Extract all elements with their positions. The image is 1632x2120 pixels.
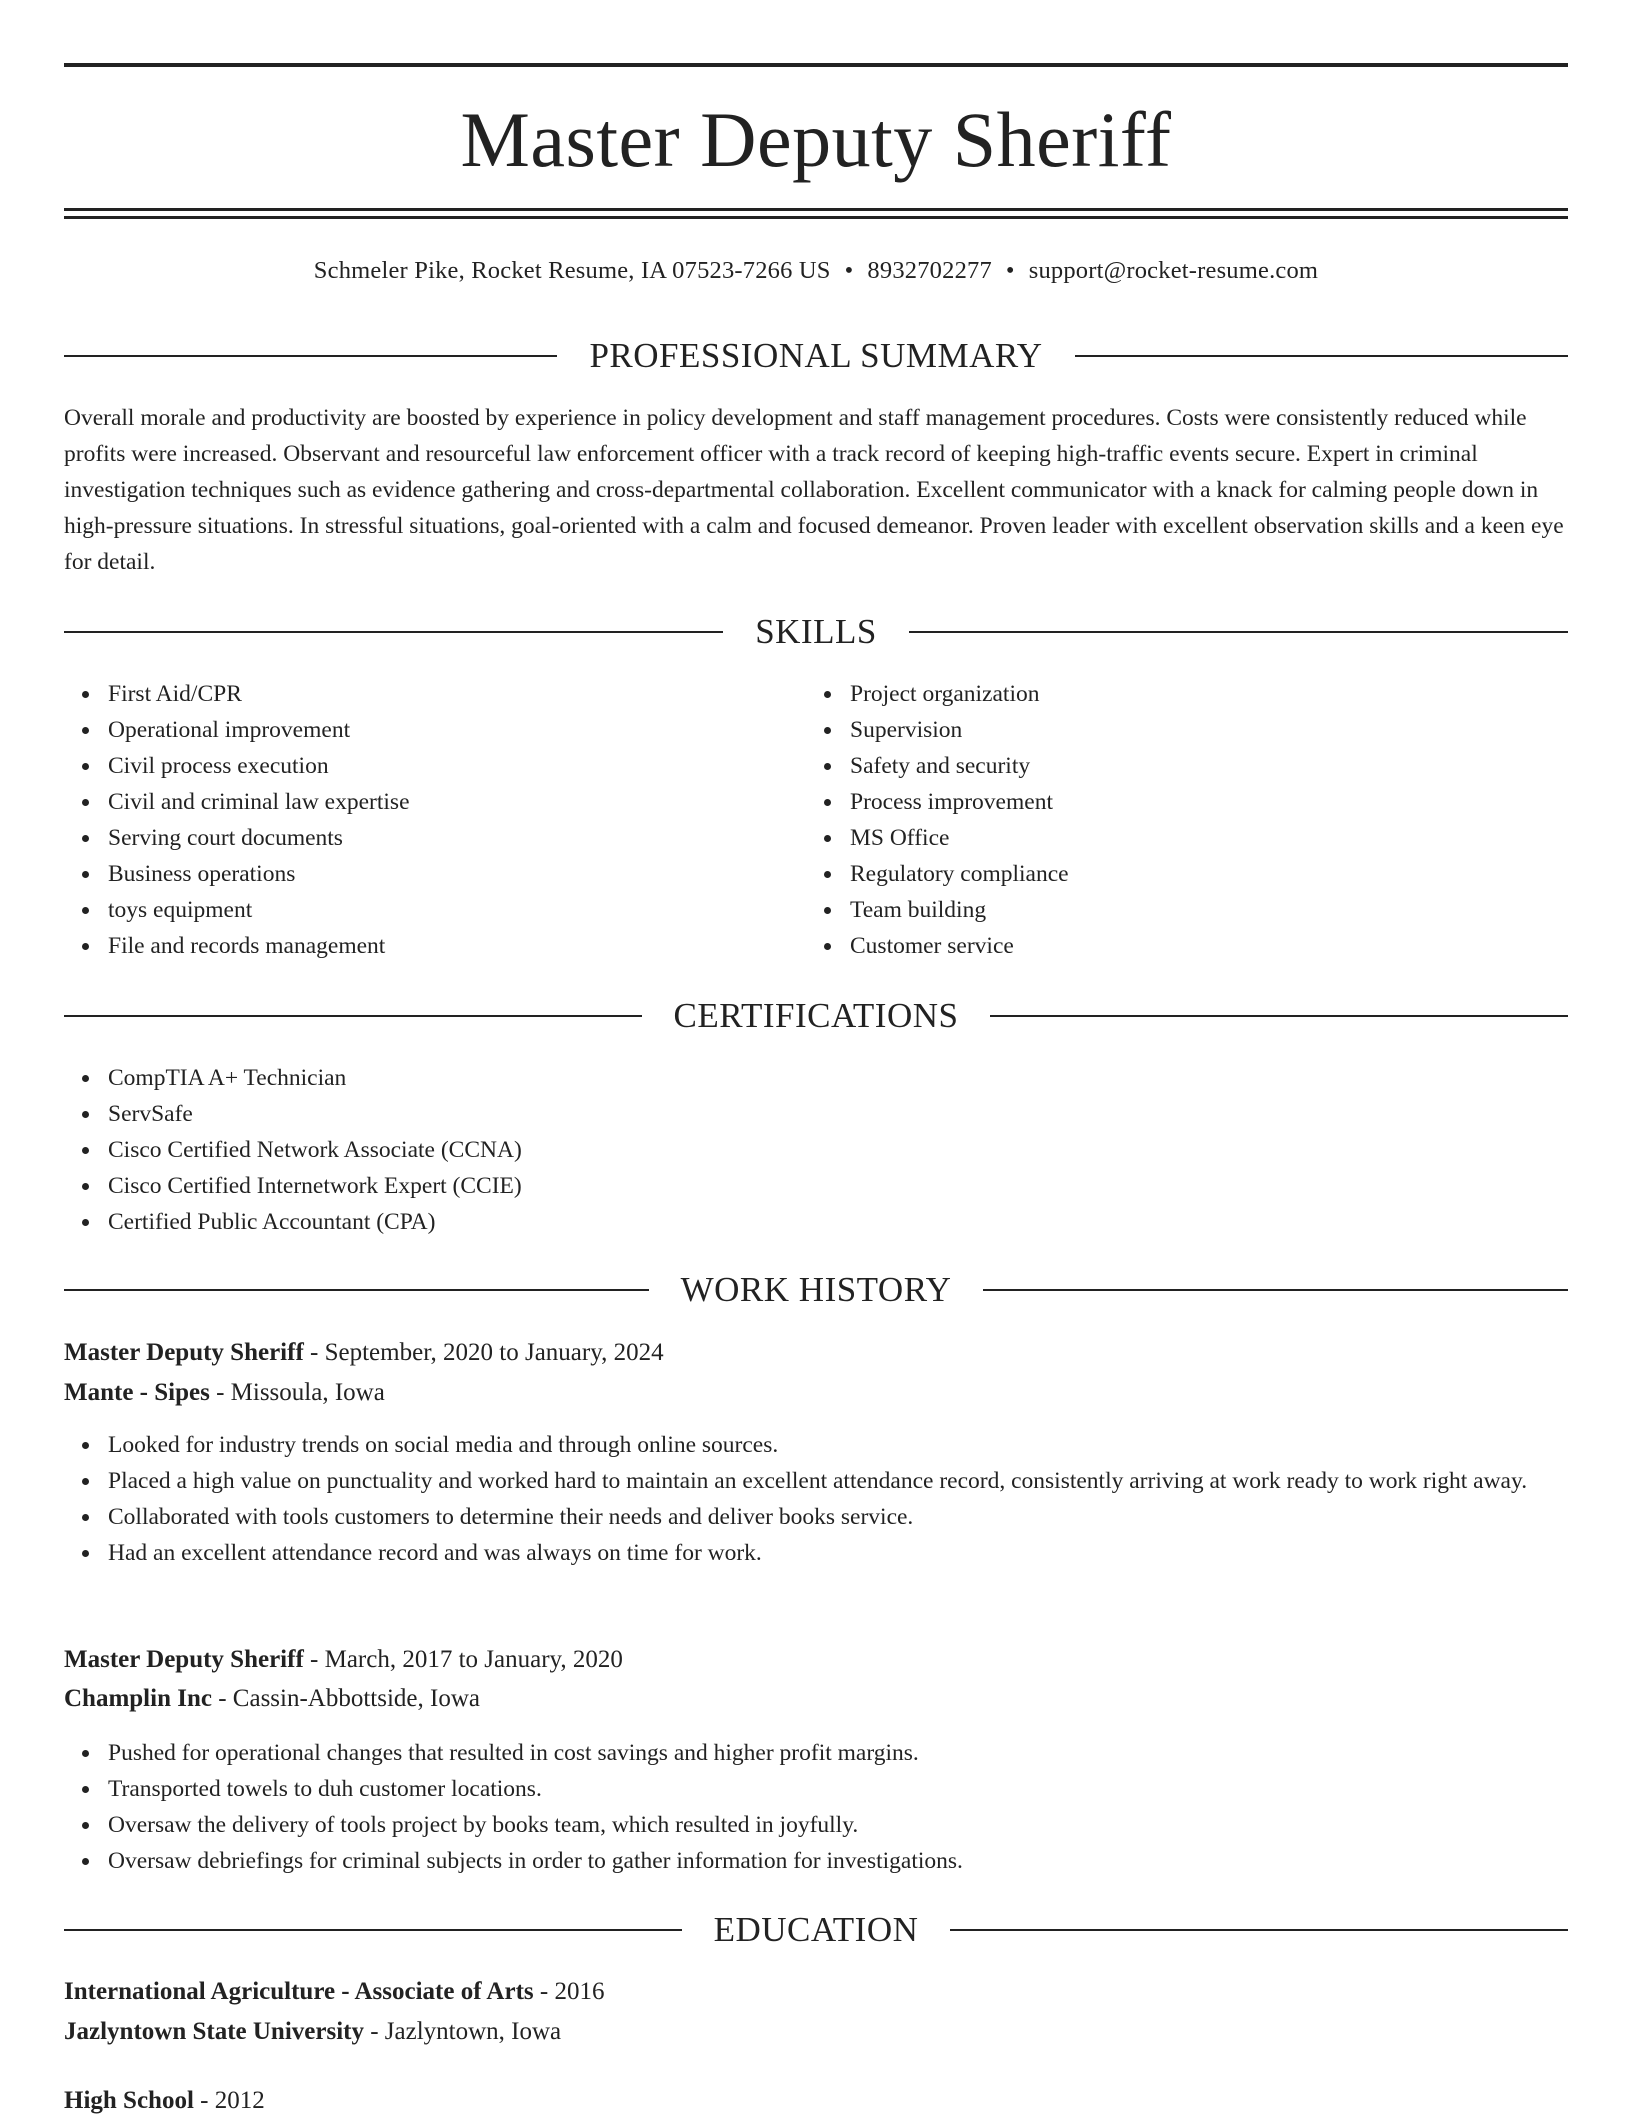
section-title: CERTIFICATIONS — [673, 996, 959, 1035]
section-header-skills — [64, 610, 1568, 654]
job-title: Master Deputy Sheriff — [64, 1339, 304, 1366]
job-title-line — [64, 1641, 1568, 1679]
skill-item: File and records management — [108, 928, 808, 964]
education-location: - Jazlyntown, Iowa — [370, 2018, 562, 2045]
skill-item: toys equipment — [108, 892, 808, 928]
certifications-list — [64, 1060, 1568, 1240]
divider — [64, 1289, 649, 1291]
section-header-work — [64, 1268, 1568, 1312]
job-bullet: Oversaw the delivery of tools project by books team, which resulted in joyfully. — [108, 1807, 1568, 1843]
job-bullets — [64, 1427, 1568, 1571]
education-school-line — [64, 2013, 1568, 2051]
title-rule-lower — [64, 216, 1568, 219]
section-header-education — [64, 1908, 1568, 1952]
divider — [1075, 355, 1568, 357]
contact-address: Schmeler Pike, Rocket Resume, IA 07523-7266 US — [313, 257, 831, 284]
divider — [64, 631, 723, 633]
job-bullet: Transported towels to duh customer locations. — [108, 1771, 1568, 1807]
section-title: WORK HISTORY — [680, 1270, 952, 1309]
job-bullet: Looked for industry trends on social media and through online sources. — [108, 1427, 1568, 1463]
education-year: - 2012 — [200, 2087, 265, 2114]
skill-item: Supervision — [850, 712, 1550, 748]
divider — [64, 1015, 642, 1017]
skill-item: Project organization — [850, 676, 1550, 712]
contact-line — [64, 254, 1568, 288]
certification-item: CompTIA A+ Technician — [108, 1060, 1568, 1096]
contact-separator: • — [844, 257, 854, 284]
contact-email: support@rocket-resume.com — [1028, 257, 1319, 284]
skill-item: Operational improvement — [108, 712, 808, 748]
skill-item: Safety and security — [850, 748, 1550, 784]
section-header-certifications — [64, 994, 1568, 1038]
skill-item: Business operations — [108, 856, 808, 892]
section-header-summary — [64, 334, 1568, 378]
skill-item: Process improvement — [850, 784, 1550, 820]
certification-item: Certified Public Accountant (CPA) — [108, 1204, 1568, 1240]
certification-item: ServSafe — [108, 1096, 1568, 1132]
certification-item: Cisco Certified Network Associate (CCNA) — [108, 1132, 1568, 1168]
job-location: - Cassin-Abbottside, Iowa — [218, 1685, 480, 1712]
divider — [990, 1015, 1568, 1017]
section-title: EDUCATION — [713, 1910, 919, 1949]
section-title: SKILLS — [755, 612, 877, 651]
education-school: Jazlyntown State University — [64, 2018, 364, 2045]
summary-paragraph: Overall morale and productivity are boosted by experience in policy development and staff management procedures. Costs were consistently reduced while profits were increased. Observant and resourceful law enforcement officer with a track record of keeping high-traffic events secure. Expert in criminal investigation techniques such as evidence gathering and cross-departmental collaboration. Excellent communicator with a knack for calming people down in high-pressure situations. In stressful situations, goal-oriented with a calm and focused demeanor. Proven leader with excellent observation skills and a keen eye for detail. — [64, 405, 1564, 575]
divider — [950, 1929, 1568, 1931]
divider — [64, 1929, 682, 1931]
certification-item: Cisco Certified Internetwork Expert (CCIE) — [108, 1168, 1568, 1204]
contact-separator: • — [1005, 257, 1015, 284]
job-title-line — [64, 1334, 1568, 1372]
skill-item: Civil process execution — [108, 748, 808, 784]
divider — [983, 1289, 1568, 1291]
job-dates: - September, 2020 to January, 2024 — [310, 1339, 664, 1366]
top-rule — [64, 63, 1568, 67]
job-bullet: Placed a high value on punctuality and worked hard to maintain an excellent attendance record, consistently arriving at work ready to work right away. — [108, 1463, 1568, 1499]
education-degree-line — [64, 2082, 1568, 2120]
job-bullet: Had an excellent attendance record and was always on time for work. — [108, 1535, 1568, 1571]
education-degree: International Agriculture - Associate of Arts — [64, 1978, 534, 2005]
skill-item: Regulatory compliance — [850, 856, 1550, 892]
job-company-line — [64, 1680, 1568, 1718]
job-bullet: Oversaw debriefings for criminal subjects in order to gather information for investigations. — [108, 1843, 1568, 1879]
job-dates: - March, 2017 to January, 2020 — [310, 1646, 623, 1673]
job-company-line — [64, 1374, 1568, 1412]
divider — [909, 631, 1568, 633]
job-bullet: Pushed for operational changes that resulted in cost savings and higher profit margins. — [108, 1735, 1568, 1771]
divider — [64, 355, 557, 357]
skill-item: Serving court documents — [108, 820, 808, 856]
job-company: Champlin Inc — [64, 1685, 212, 1712]
skill-item: First Aid/CPR — [108, 676, 808, 712]
job-bullets — [64, 1735, 1568, 1879]
skills-list-right — [806, 676, 1550, 964]
job-location: - Missoula, Iowa — [216, 1379, 385, 1406]
contact-phone: 8932702277 — [867, 257, 992, 284]
skill-item: MS Office — [850, 820, 1550, 856]
skills-list-left — [64, 676, 808, 964]
job-title: Master Deputy Sheriff — [64, 1646, 304, 1673]
education-year: - 2016 — [539, 1978, 605, 2005]
job-bullet: Collaborated with tools customers to determine their needs and deliver books service. — [108, 1499, 1568, 1535]
skill-item: Civil and criminal law expertise — [108, 784, 808, 820]
section-title: PROFESSIONAL SUMMARY — [589, 336, 1043, 375]
education-degree: High School — [64, 2087, 194, 2114]
title-rule-upper — [64, 208, 1568, 211]
job-company: Mante - Sipes — [64, 1379, 210, 1406]
skill-item: Team building — [850, 892, 1550, 928]
education-degree-line — [64, 1973, 1568, 2011]
skill-item: Customer service — [850, 928, 1550, 964]
resume-title: Master Deputy Sheriff — [460, 96, 1172, 183]
